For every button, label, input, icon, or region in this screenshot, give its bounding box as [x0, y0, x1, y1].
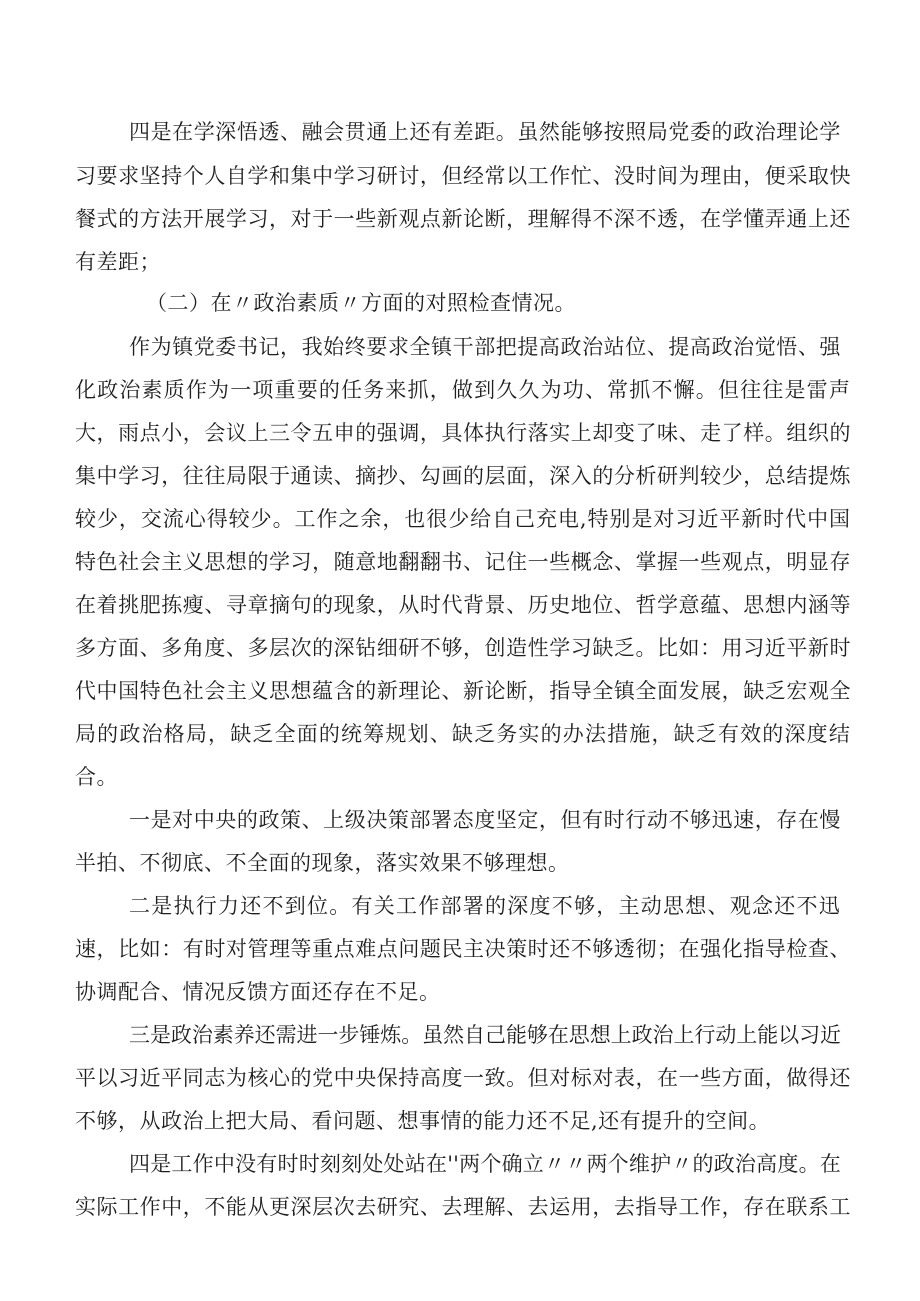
text-line: 四是工作中没有时时刻刻处处站在''两个确立〃〃两个维护〃的政治高度。在 — [129, 1152, 841, 1176]
text-line: 不够，从政治上把大局、看问题、想事情的能力还不足,还有提升的空间。 — [75, 1109, 771, 1133]
text-line: 代中国特色社会主义思想蕴含的新理论、新论断，指导全镇全面发展，缺乏宏观全 — [75, 679, 851, 703]
text-line: 实际工作中，不能从更深层次去研究、去理解、去运用，去指导工作，存在联系工 — [75, 1195, 851, 1219]
text-line: 大，雨点小，会议上三令五申的强调，具体执行落实上却变了味、走了样。组织的 — [75, 421, 851, 445]
text-line: 较少，交流心得较少。工作之余，也很少给自己充电,特别是对习近平新时代中国 — [75, 507, 851, 531]
text-line: 协调配合、情况反馈方面还存在不足。 — [75, 980, 441, 1004]
text-line: 二是执行力还不到位。有关工作部署的深度不够，主动思想、观念还不迅 — [129, 894, 841, 918]
section-heading: （二）在〃政治素质〃方面的对照检查情况。 — [146, 291, 576, 315]
text-line: 速，比如：有时对管理等重点难点问题民主决策时还不够透彻；在强化指导检查、 — [75, 937, 851, 961]
text-line: 有差距； — [75, 250, 161, 274]
text-line: 平以习近平同志为核心的党中央保持高度一致。但对标对表，在一些方面，做得还 — [75, 1066, 851, 1090]
text-line: 餐式的方法开展学习，对于一些新观点新论断，理解得不深不透，在学懂弄通上还 — [75, 207, 851, 231]
text-line: 一是对中央的政策、上级决策部署态度坚定，但有时行动不够迅速，存在慢 — [129, 808, 841, 832]
text-line: 半拍、不彻底、不全面的现象，落实效果不够理想。 — [75, 851, 570, 875]
text-line: 集中学习，往往局限于通读、摘抄、勾画的层面，深入的分析研判较少，总结提炼 — [75, 464, 851, 488]
text-line: 化政治素质作为一项重要的任务来抓，做到久久为功、常抓不懈。但往往是雷声 — [75, 378, 851, 402]
text-line: 三是政治素养还需进一步锤炼。虽然自己能够在思想上政治上行动上能以习近 — [129, 1023, 841, 1047]
text-line: 合。 — [75, 765, 118, 789]
text-line: 在着挑肥拣瘦、寻章摘句的现象，从时代背景、历史地位、哲学意蕴、思想内涵等 — [75, 593, 851, 617]
text-line: 四是在学深悟透、融会贯通上还有差距。虽然能够按照局党委的政治理论学 — [129, 120, 841, 144]
text-line: 局的政治格局，缺乏全面的统筹规划、缺乏务实的办法措施，缺乏有效的深度结 — [75, 722, 851, 746]
text-line: 习要求坚持个人自学和集中学习研讨，但经常以工作忙、没时间为理由，便采取快 — [75, 164, 851, 188]
text-line: 作为镇党委书记，我始终要求全镇干部把提高政治站位、提高政治觉悟、强 — [129, 335, 841, 359]
text-line: 特色社会主义思想的学习，随意地翻翻书、记住一些概念、掌握一些观点，明显存 — [75, 550, 851, 574]
text-line: 多方面、多角度、多层次的深钻细研不够，创造性学习缺乏。比如：用习近平新时 — [75, 636, 851, 660]
